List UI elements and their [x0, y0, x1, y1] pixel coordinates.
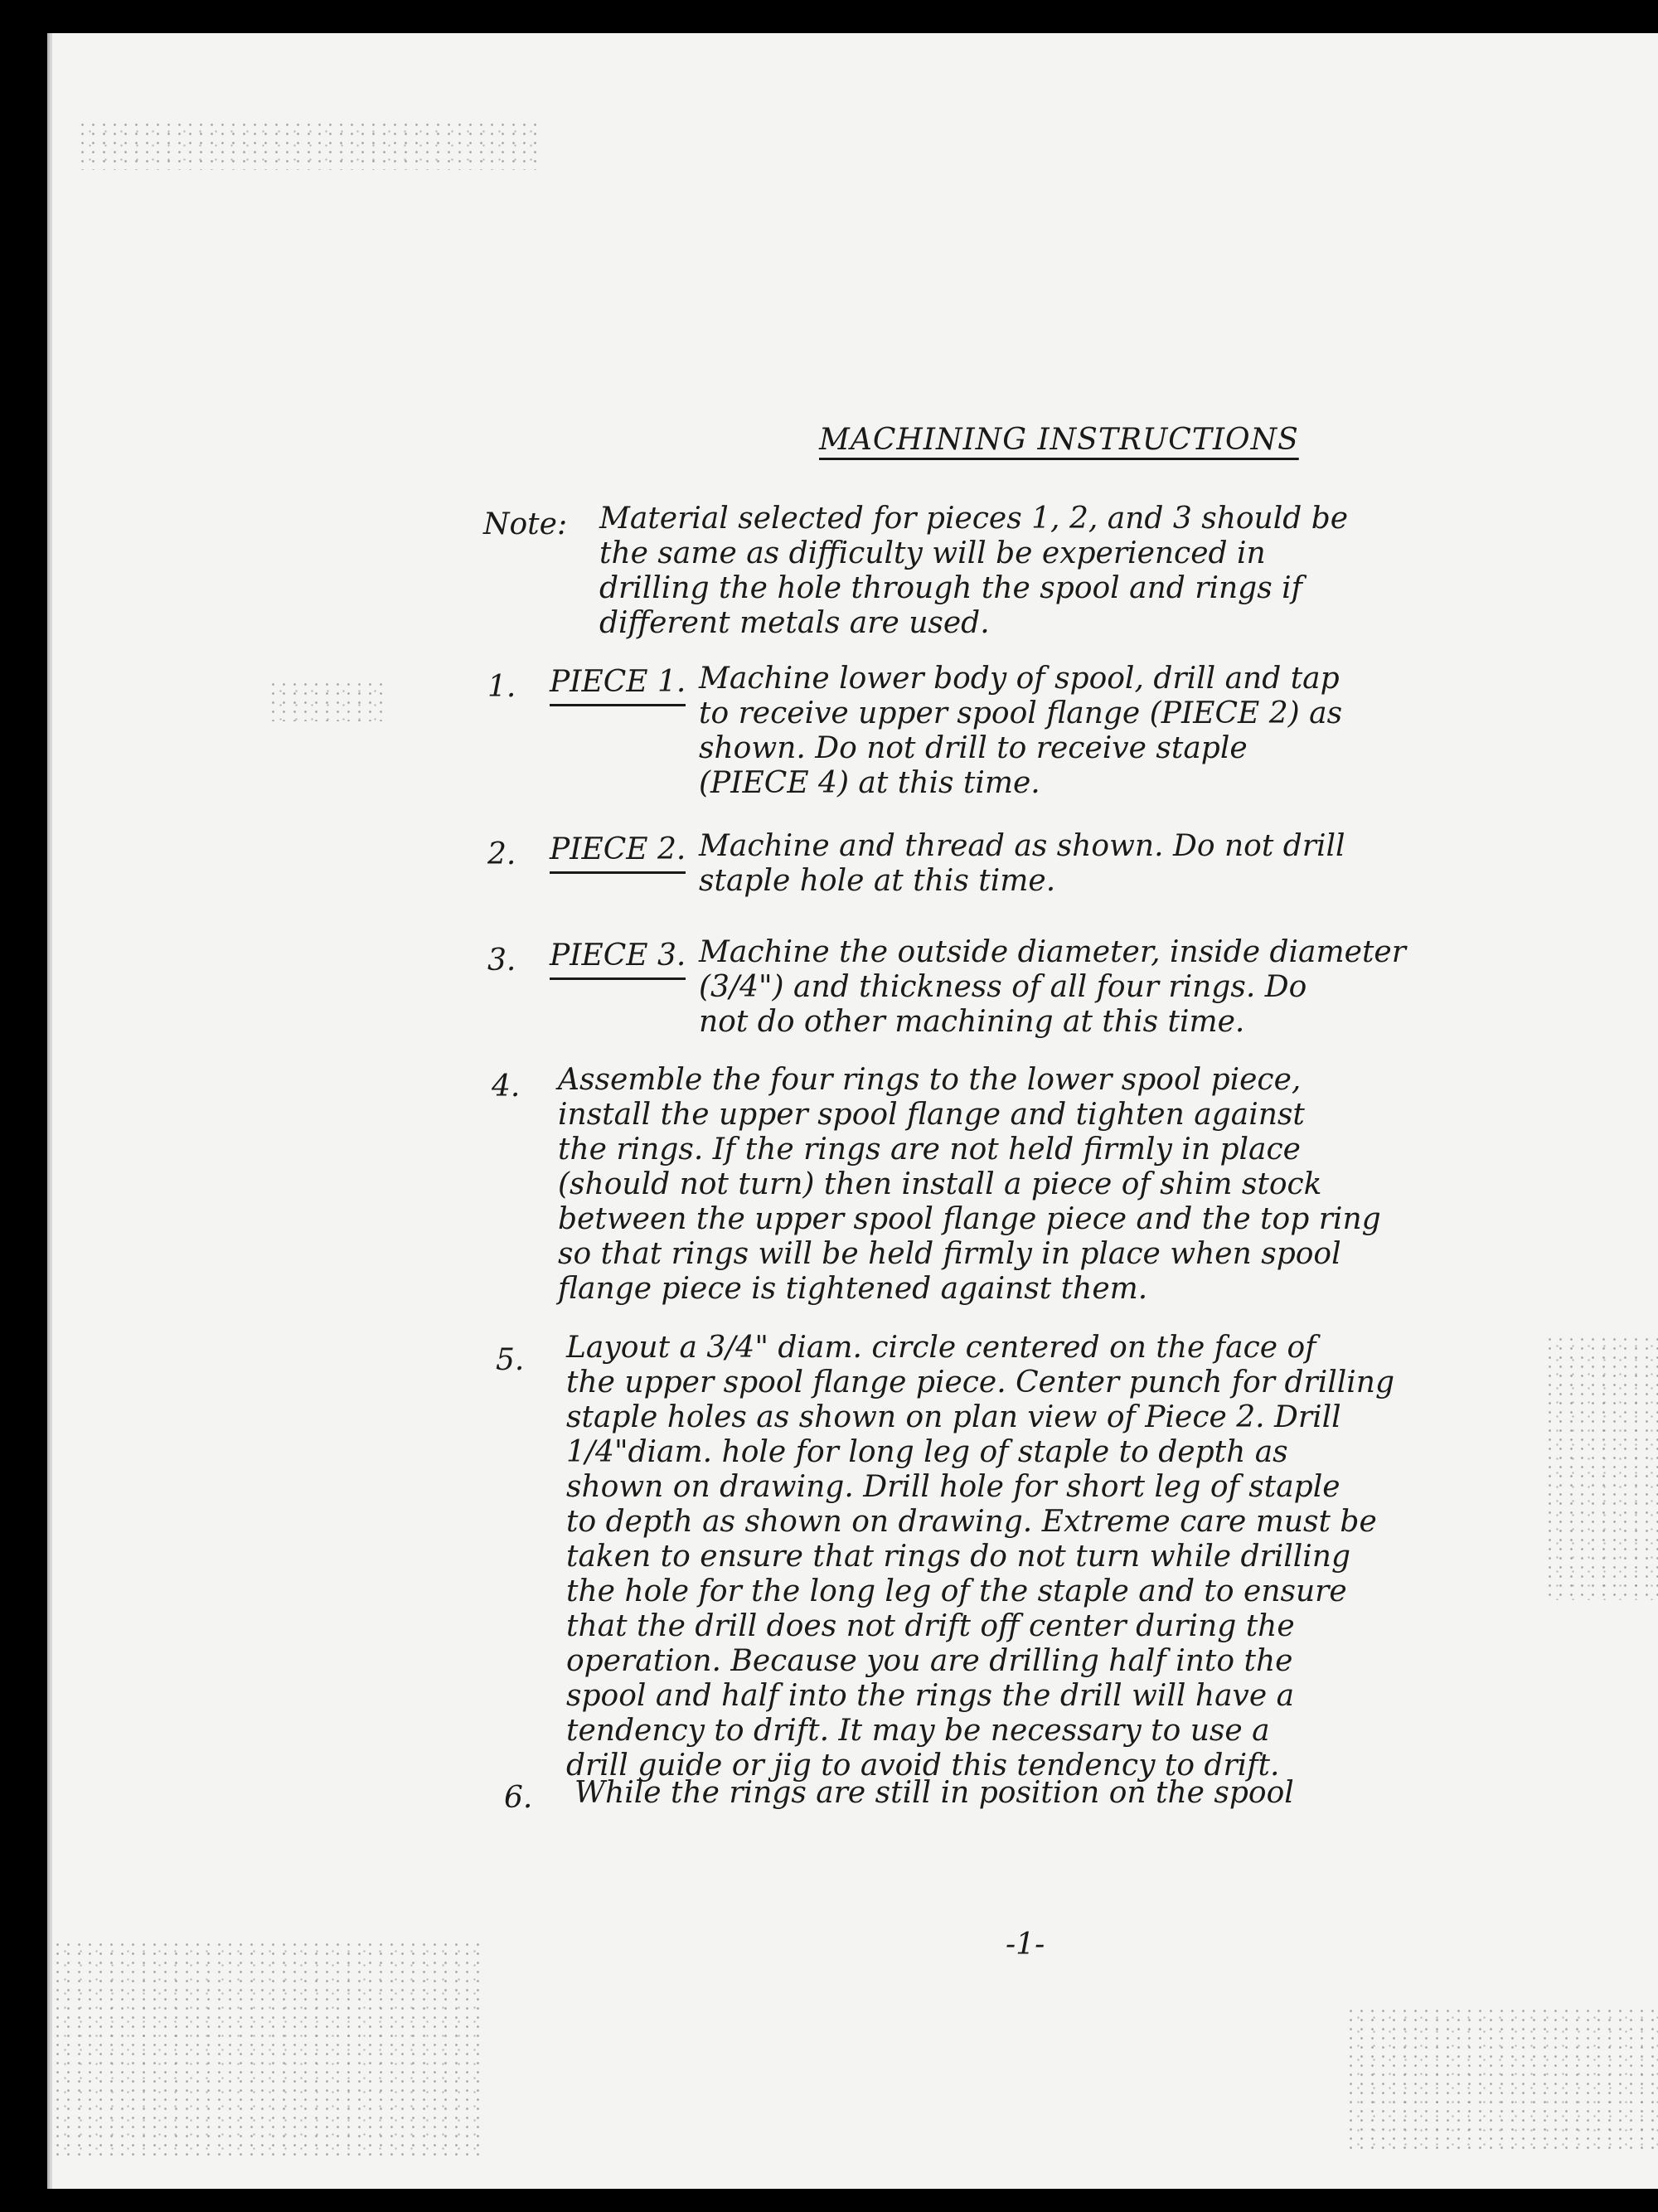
step-4-line: (should not turn) then install a piece of shim stock — [558, 1167, 1322, 1201]
step-3-text — [699, 935, 1406, 1040]
page-number: -1- — [1006, 1928, 1045, 1962]
step-5-line: shown on drawing. Drill hole for short leg of staple — [566, 1470, 1340, 1504]
step-4-line: the rings. If the rings are not held firmly in place — [558, 1133, 1301, 1167]
step-2-text — [699, 829, 1345, 899]
step-4-number: 4. — [492, 1070, 521, 1104]
step-2-piece-label: PIECE 2. — [550, 832, 686, 874]
note-line: the same as difficulty will be experienced in — [599, 536, 1266, 570]
step-5-line: spool and half into the rings the drill will have a — [566, 1679, 1295, 1713]
step-5-line: to depth as shown on drawing. Extreme care must be — [566, 1505, 1377, 1539]
page-title: MACHINING INSTRUCTIONS — [819, 423, 1299, 457]
step-5-line: operation. Because you are drilling half into the — [566, 1644, 1293, 1678]
step-5-line: drill guide or jig to avoid this tendency to drift. — [566, 1749, 1280, 1783]
step-1-number: 1. — [487, 670, 516, 704]
step-4-line: so that rings will be held firmly in place when spool — [558, 1237, 1341, 1271]
step-5-line: tendency to drift. It may be necessary to use a — [566, 1714, 1270, 1748]
document-page — [50, 33, 1658, 2189]
step-5-line: Layout a 3/4" diam. circle centered on the face of — [566, 1331, 1316, 1365]
step-4-line: Assemble the four rings to the lower spool piece, — [558, 1063, 1302, 1097]
step-5-line: that the drill does not drift off center during the — [566, 1609, 1295, 1643]
step-2-number: 2. — [487, 837, 516, 871]
note-text — [599, 502, 1348, 641]
step-5-text — [566, 1331, 1394, 1783]
step-1-line: (PIECE 4) at this time. — [699, 766, 1040, 800]
note-line: different metals are used. — [599, 606, 990, 640]
scan-noise-bottom-left — [52, 1940, 483, 2156]
step-1-line: shown. Do not drill to receive staple — [699, 731, 1248, 765]
step-5-line: the upper spool flange piece. Center punch for drilling — [566, 1366, 1394, 1399]
step-3-number: 3. — [487, 943, 516, 977]
note-line: Material selected for pieces 1, 2, and 3 should be — [599, 502, 1349, 536]
step-5-line: taken to ensure that rings do not turn while drilling — [566, 1540, 1351, 1574]
step-2-line: staple hole at this time. — [699, 864, 1056, 898]
step-6-text — [574, 1776, 1294, 1811]
step-3-line: (3/4") and thickness of all four rings. Do — [699, 970, 1307, 1004]
scan-noise-left — [268, 680, 384, 721]
step-6-line: While the rings are still in position on the spool — [574, 1776, 1294, 1810]
step-1-piece-label: PIECE 1. — [550, 665, 686, 706]
step-1-text — [699, 662, 1342, 801]
step-3-piece-label: PIECE 3. — [550, 939, 686, 980]
scan-noise-top — [77, 120, 541, 170]
step-5-line: the hole for the long leg of the staple and to ensure — [566, 1574, 1347, 1608]
step-4-text — [558, 1063, 1381, 1307]
step-6-number: 6. — [504, 1781, 533, 1815]
step-5-line: staple holes as shown on plan view of Piece 2. Drill — [566, 1400, 1341, 1434]
scan-noise-right — [1544, 1335, 1658, 1600]
step-1-line: Machine lower body of spool, drill and tap — [699, 662, 1340, 696]
step-5-number: 5. — [496, 1343, 525, 1377]
step-1-line: to receive upper spool flange (PIECE 2) as — [699, 696, 1343, 730]
note-line: drilling the hole through the spool and rings if — [599, 571, 1302, 605]
step-4-line: flange piece is tightened against them. — [558, 1272, 1148, 1306]
step-5-line: 1/4"diam. hole for long leg of staple to depth as — [566, 1435, 1288, 1469]
step-3-line: not do other machining at this time. — [699, 1005, 1245, 1039]
step-2-line: Machine and thread as shown. Do not drill — [699, 829, 1345, 863]
note-label: Note: — [483, 507, 568, 541]
step-4-line: between the upper spool flange piece and the top ring — [558, 1202, 1381, 1236]
step-4-line: install the upper spool flange and tighten against — [558, 1098, 1305, 1132]
step-3-line: Machine the outside diameter, inside diameter — [699, 935, 1406, 969]
scan-noise-bottom-right — [1345, 2006, 1658, 2156]
